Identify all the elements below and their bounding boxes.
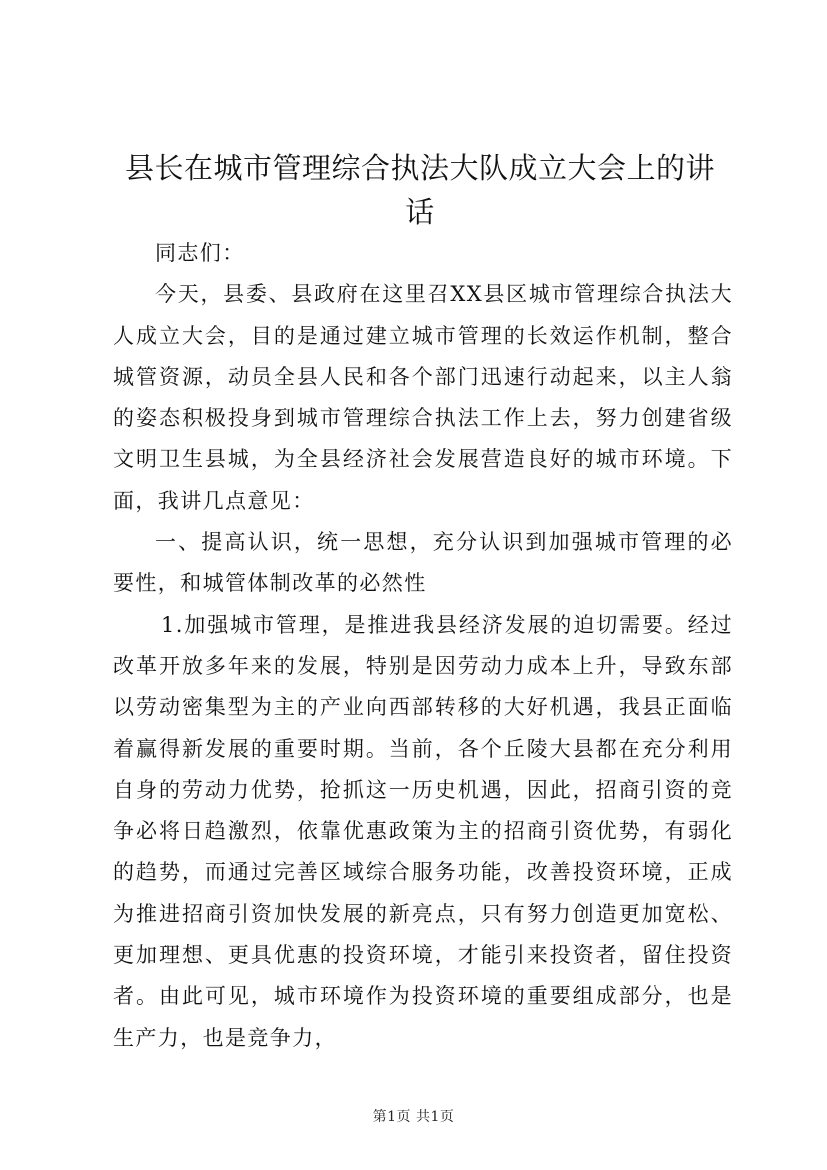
page-number-footer: 第1页 共1页 (372, 1109, 455, 1125)
title-line-1: 县长在城市管理综合执法大队成立大会上的讲 (124, 151, 715, 185)
paragraph-intro: 今天，县委、县政府在这里召XX县区城市管理综合执法大人成立大会，目的是通过建立城市管理的长效运作机制，整合城管资源，动员全县人民和各个部门迅速行动起来，以主人翁的姿态积极投身到城市管理综合执法工作上去，努力创建省级文明卫生县城，为全县经济社会发展营造良好的城市环境。下面，我讲几点意见： (113, 282, 733, 513)
section-heading-1: 一、提高认识，统一思想，充分认识到加强城市管理的必要性，和城管体制改革的必然性 (113, 530, 733, 596)
paragraph-point-1: 1.加强城市管理，是推进我县经济发展的迫切需要。经过改革开放多年来的发展，特别是因劳动力成本上升，导致东部以劳动密集型为主的产业向西部转移的大好机遇，我县正面临着赢得新发展的重要时期。当前，各个丘陵大县都在充分利用自身的劳动力优势，抢抓这一历史机遇，因此，招商引资的竞争必将日趋激烈，依靠优惠政策为主的招商引资优势，有弱化的趋势，而通过完善区域综合服务功能，改善投资环境，正成为推进招商引资加快发展的新亮点，只有努力创造更加宽松、更加理想、更具优惠的投资环境，才能引来投资者，留住投资者。由此可见，城市环境作为投资环境的重要组成部分，也是生产力，也是竞争力， (113, 612, 733, 1050)
title-line-2: 话 (405, 195, 435, 229)
salutation: 同志们： (155, 241, 245, 265)
document-body (113, 233, 733, 1059)
document-title (100, 146, 740, 234)
